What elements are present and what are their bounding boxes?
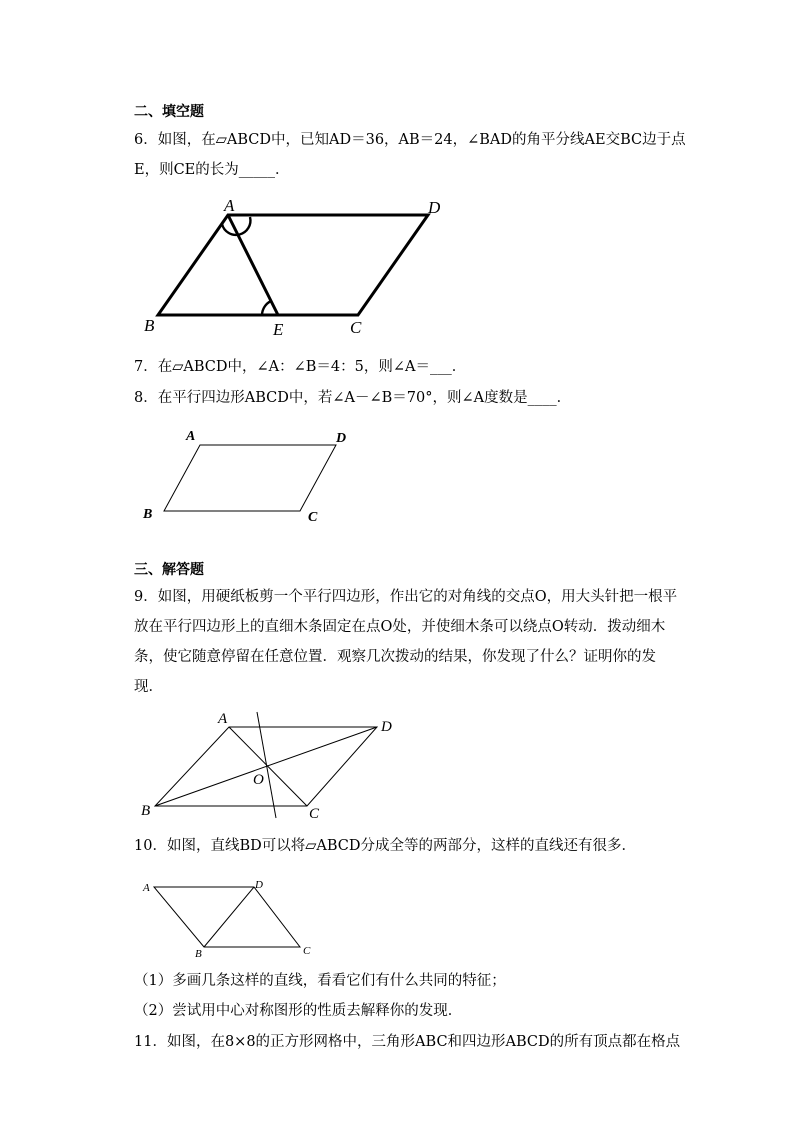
parallelogram-abcd-shape <box>158 215 428 315</box>
section-heading-fill-blank: 二、填空题 <box>134 104 204 120</box>
question-9-line-3: 条，使它随意停留在任意位置．观察几次拨动的结果，你发现了什么？证明你的发 <box>134 649 656 665</box>
question-6-line-1: 6．如图，在▱ABCD中，已知AD＝36，AB＝24，∠BAD的角平分线AE交BC边于点 <box>134 132 686 148</box>
label-c: C <box>303 945 311 957</box>
parallelogram-abcd-shape <box>164 445 336 511</box>
label-b: B <box>144 316 155 335</box>
figure-q9-parallelogram <box>135 708 405 823</box>
label-a: A <box>218 711 228 727</box>
figure-q8-parallelogram <box>140 425 360 525</box>
line-bd <box>204 887 254 947</box>
question-9-line-2: 放在平行四边形上的直细木条固定在点O处，并使细木条可以绕点O转动．拨动细木 <box>134 619 666 635</box>
label-d: D <box>381 719 392 735</box>
question-8-line-1: 8．在平行四边形ABCD中，若∠A－∠B＝70°，则∠A度数是____． <box>134 390 572 406</box>
label-c: C <box>309 806 320 822</box>
question-11-line-1: 11．如图，在8×8的正方形网格中，三角形ABC和四边形ABCD的所有顶点都在格点 <box>134 1034 681 1050</box>
question-6-line-2: E，则CE的长为_____． <box>134 162 290 178</box>
diagonal-bd-line <box>155 727 377 806</box>
question-9-line-1: 9．如图，用硬纸板剪一个平行四边形，作出它的对角线的交点O，用大头针把一根平 <box>134 589 678 605</box>
label-b: B <box>143 507 153 522</box>
question-9-line-4: 现． <box>134 679 163 695</box>
label-a: A <box>186 429 196 444</box>
question-10-line-1: 10．如图，直线BD可以将▱ABCD分成全等的两部分，这样的直线还有很多． <box>134 838 636 854</box>
label-o: O <box>253 772 264 788</box>
label-d: D <box>428 198 441 217</box>
label-d: D <box>255 879 263 891</box>
parallelogram-abcd-shape <box>154 887 300 947</box>
section-heading-answer: 三、解答题 <box>134 562 204 578</box>
wooden-stick-line <box>257 712 276 818</box>
figure-q10-parallelogram <box>140 875 325 960</box>
label-c: C <box>308 510 318 525</box>
question-10-sub-1: （1）多画几条这样的直线，看看它们有什么共同的特征； <box>134 973 506 989</box>
figure-q6-parallelogram <box>130 195 470 345</box>
label-b: B <box>195 948 202 960</box>
label-a: A <box>143 882 150 894</box>
diagonal-ac-line <box>229 727 307 806</box>
label-a: A <box>224 196 235 215</box>
question-10-sub-2: （2）尝试用中心对称图形的性质去解释你的发现． <box>134 1003 463 1019</box>
label-e: E <box>273 320 284 339</box>
label-b: B <box>141 803 151 819</box>
label-c: C <box>350 318 362 337</box>
angle-mark-e <box>262 301 271 315</box>
question-7-line-1: 7．在▱ABCD中，∠A：∠B＝4：5，则∠A＝___． <box>134 359 467 375</box>
label-d: D <box>336 431 347 446</box>
